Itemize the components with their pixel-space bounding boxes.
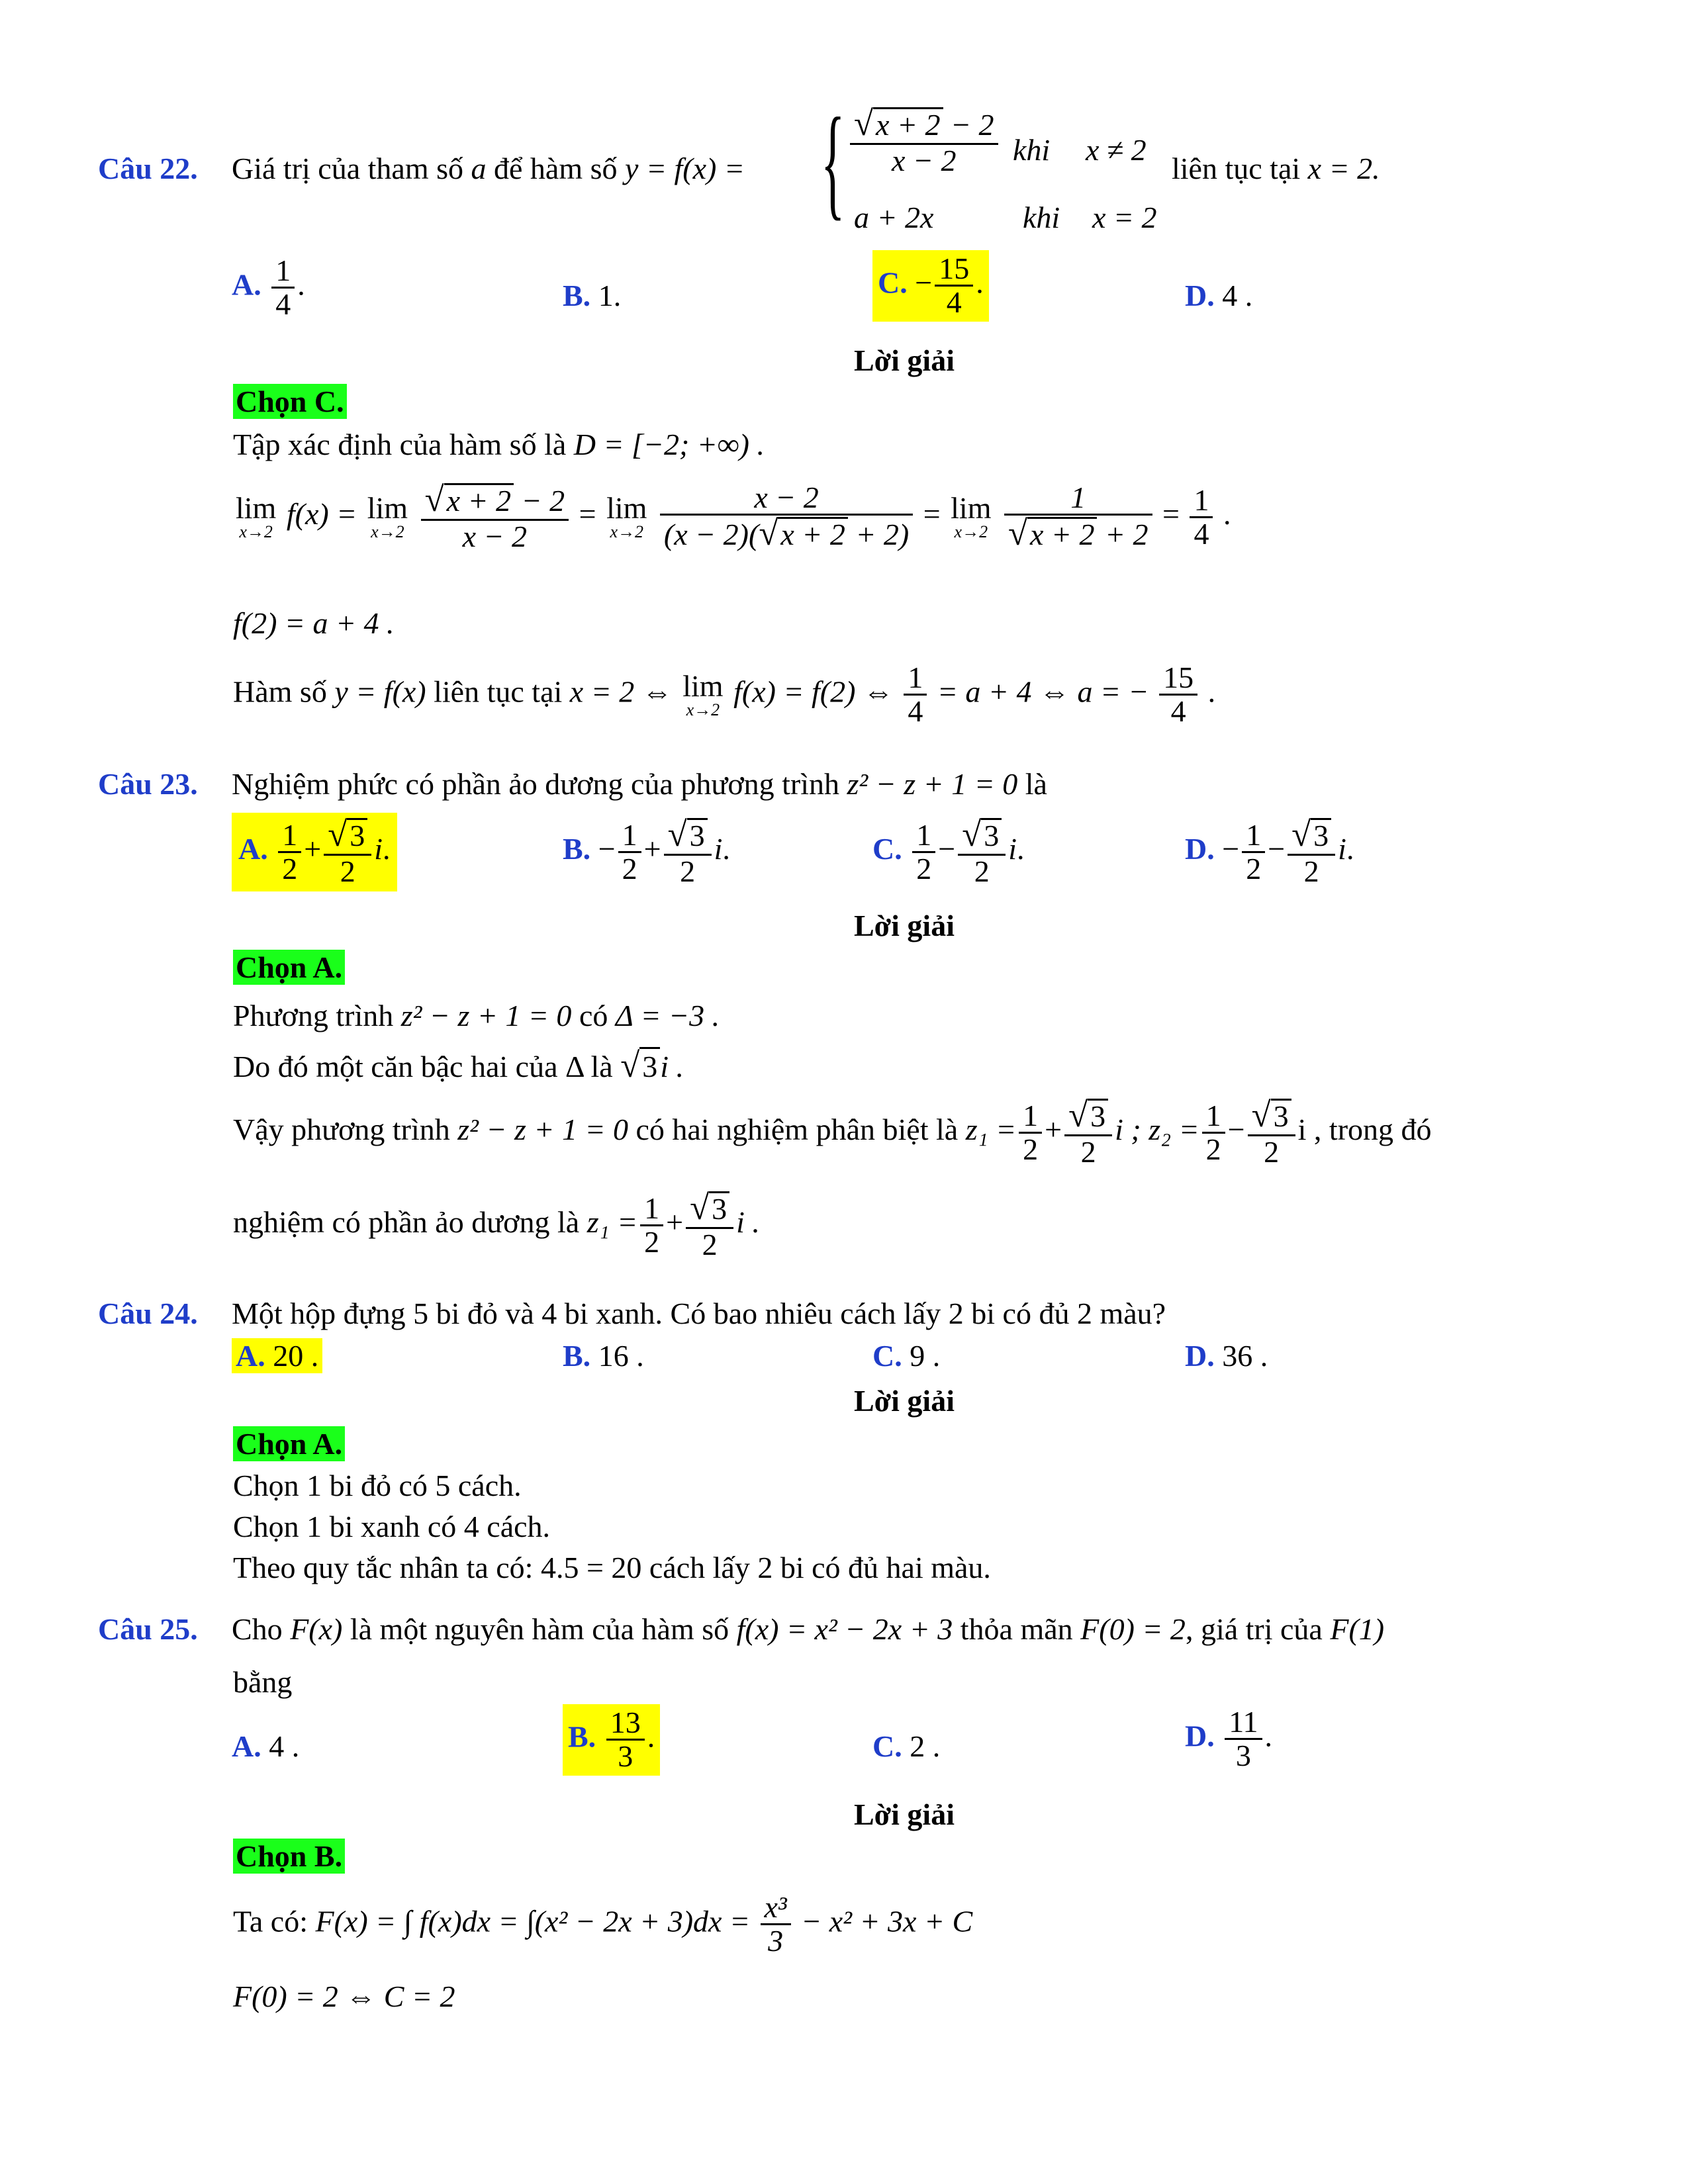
option-a-fraction — [271, 255, 295, 321]
radicand: x + 2 — [444, 483, 514, 517]
option-value: 20 . — [273, 1339, 319, 1373]
den-a: (x − 2)( — [663, 518, 759, 552]
den: 2 — [1246, 851, 1262, 886]
eq: z² − z + 1 = 0 — [400, 999, 572, 1032]
lim-sub: x→2 — [686, 700, 720, 719]
q25-text-e: bằng — [233, 1665, 293, 1699]
q24-line1: Chọn 1 bi đỏ có 5 cách. — [233, 1469, 522, 1502]
q22-limit-line — [233, 482, 1231, 553]
option-label: D. — [1185, 831, 1215, 866]
conclusion-frac — [904, 662, 927, 728]
case1-khi: khi — [1013, 133, 1051, 167]
radicand: 3 — [347, 818, 367, 852]
tail: . — [976, 265, 984, 300]
text-d: , giá trị của — [1185, 1612, 1323, 1646]
q23-solution-title: Lời giải — [854, 909, 955, 942]
option-value: 4 . — [269, 1729, 300, 1763]
end: i . — [736, 1205, 760, 1239]
den: 2 — [1205, 1132, 1221, 1166]
conclusion-frac-2 — [1159, 662, 1197, 728]
lim-1 — [236, 493, 276, 541]
radicand: 3 — [687, 818, 708, 852]
den: 2 — [1303, 854, 1319, 888]
den: 2 — [1080, 1134, 1096, 1169]
den: 2 — [282, 851, 298, 886]
case1-cond: x ≠ 2 — [1086, 133, 1147, 167]
question-label-22: Câu 22. — [98, 152, 198, 185]
den: 2 — [1264, 1134, 1280, 1169]
case1-fraction: $\frac{√x + 2 - 2}{x - 2}$ — [850, 106, 998, 177]
tail: . — [1346, 831, 1354, 866]
q22-tail — [1172, 151, 1380, 186]
den-b: + 2 — [1104, 518, 1149, 552]
text-b: liên tục tại — [434, 674, 563, 709]
radicand: 3 — [1311, 818, 1331, 852]
num: x³ — [761, 1891, 791, 1925]
text-b: có — [579, 999, 608, 1032]
q25-option-b[interactable] — [563, 1704, 660, 1776]
den: 2 — [916, 851, 932, 886]
imag: i — [1008, 831, 1017, 866]
case1-den: x − 2 — [892, 143, 957, 177]
text-b: có hai nghiệm phân biệt là — [635, 1112, 959, 1146]
frac-real — [1242, 819, 1265, 886]
math: D = [−2; +∞) . — [573, 428, 765, 461]
q24-option-c[interactable] — [872, 1338, 940, 1373]
num: 1 — [1190, 484, 1213, 518]
option-label: C. — [872, 831, 902, 866]
q22-func-def: y = f(x) = — [625, 152, 745, 185]
line1-frac — [761, 1891, 791, 1958]
eq: = — [579, 496, 596, 531]
piecewise-brace: { — [821, 93, 845, 232]
case2-khi: khi — [1023, 201, 1060, 234]
num: 1 — [278, 819, 301, 853]
q23-line3: Vậy phương trình z² − z + 1 = 0 có hai nghiệm phân biệt là z₁ = $\frac{1}{2}$ + $\frac{√3}{2}$ i ; z₂ = $\frac{1}{2}$ − $\frac{√3}{2}$ i , trong đó — [233, 1096, 1432, 1169]
q22-line1 — [233, 427, 765, 462]
lim-word: lim — [236, 491, 277, 525]
text: Do đó một căn bậc hai của — [233, 1050, 558, 1083]
frac-den: 4 — [275, 287, 291, 322]
num: 11 — [1225, 1706, 1262, 1740]
option-value: 4 . — [1222, 279, 1253, 312]
q25-solution-title: Lời giải — [854, 1797, 955, 1831]
eq: z² − z + 1 = 0 — [457, 1112, 628, 1146]
lim-frac-3: $\frac{1}{√x + 2 + 2}$ — [1004, 482, 1152, 553]
question-22-text — [232, 151, 745, 186]
tail: . — [383, 831, 391, 866]
lim-sub: x→2 — [610, 522, 643, 542]
lim-word: lim — [367, 491, 408, 525]
q24-option-d[interactable] — [1185, 1338, 1268, 1373]
text-c: thỏa mãn — [960, 1612, 1073, 1646]
option-value: 1. — [598, 279, 622, 312]
lim-frac-1: $\frac{√x + 2 - 2}{x - 2}$ — [421, 482, 569, 553]
option-label: A. — [238, 831, 268, 866]
den: 2 — [702, 1227, 718, 1261]
sep: i ; — [1115, 1112, 1141, 1146]
question-label-23: Câu 23. — [98, 767, 198, 801]
lim-fx: f(x) = — [286, 496, 357, 531]
text-a: Hàm số — [233, 674, 327, 709]
q23-line4: nghiệm có phần ảo dương là z₁ = $\frac{1}{2}$ + $\frac{√3}{2}$ i . — [233, 1189, 760, 1261]
q22-var-a: a — [471, 152, 487, 185]
q22-option-d[interactable] — [1185, 278, 1252, 313]
lim-sub: x→2 — [371, 522, 404, 542]
option-label: A. — [232, 1729, 261, 1763]
frac-real — [278, 819, 301, 886]
den-b: + 2) — [855, 518, 910, 552]
eq: = — [1162, 496, 1180, 531]
delta: Δ = −3 . — [615, 999, 720, 1032]
q23-option-b[interactable] — [563, 817, 730, 887]
text-end: là — [1025, 767, 1047, 801]
lim-4 — [951, 493, 991, 541]
text: Ta có: — [233, 1904, 308, 1938]
q23-line2: Do đó một căn bậc hai của Δ là √3i . — [233, 1046, 684, 1085]
frac-imag: $\frac{√3}{2}$ — [1288, 817, 1335, 887]
eq: = — [923, 496, 941, 531]
imag: i — [374, 831, 383, 866]
frac: $\frac{√3}{2}$ — [686, 1190, 733, 1261]
den: x − 2 — [462, 519, 528, 553]
option-label: D. — [1185, 1339, 1215, 1373]
den: 4 — [1194, 516, 1209, 551]
case1-radicand: x + 2 — [873, 107, 943, 141]
q24-option-a[interactable] — [232, 1338, 322, 1373]
root-i: i . — [660, 1050, 684, 1083]
q23-option-a[interactable] — [232, 813, 397, 891]
num: 13 — [606, 1707, 645, 1741]
end: . — [1207, 674, 1216, 709]
text: nghiệm có phần ảo dương là — [233, 1205, 580, 1239]
case2-cond: x = 2 — [1092, 201, 1157, 234]
num: 1 — [1202, 1100, 1225, 1134]
den: 3 — [768, 1924, 784, 1958]
q25-option-d[interactable] — [1185, 1706, 1272, 1772]
frac-imag: $\frac{√3}{2}$ — [664, 817, 712, 887]
math-c: F(0) = 2 — [1080, 1612, 1186, 1646]
sign: − — [598, 831, 616, 866]
q23-option-d[interactable] — [1185, 817, 1354, 887]
option-label: A. — [232, 267, 261, 302]
op: + — [304, 831, 322, 866]
option-label: B. — [563, 279, 591, 312]
tail: . — [722, 831, 730, 866]
option-label: D. — [1185, 1719, 1215, 1753]
option-label: C. — [872, 1729, 902, 1763]
lim-word: lim — [951, 491, 992, 525]
z2: z₂ = — [1149, 1112, 1199, 1146]
den: 3 — [618, 1739, 633, 1774]
lim-2 — [367, 493, 408, 541]
tail: . — [297, 267, 305, 302]
option-label: B. — [568, 1719, 596, 1754]
piecewise-case-1 — [847, 106, 1001, 177]
imag: i — [1338, 831, 1346, 866]
frac — [640, 1193, 663, 1259]
num: 1 — [1004, 482, 1152, 516]
q22-conclusion — [233, 662, 1215, 728]
period: . — [1223, 496, 1231, 531]
frac-real — [912, 819, 935, 886]
option-value: 16 . — [598, 1339, 644, 1373]
radicand: x + 2 — [1027, 517, 1097, 551]
num: 1 — [912, 819, 935, 853]
radicand: 3 — [1088, 1099, 1108, 1132]
math-b: − x² + 3x + C — [801, 1904, 973, 1938]
num: 1 — [640, 1193, 663, 1226]
q22-text-d: x = 2. — [1307, 152, 1380, 185]
radicand: x + 2 — [778, 517, 847, 551]
lim-word: lim — [682, 668, 724, 703]
q22-text-c: liên tục tại — [1172, 152, 1301, 185]
q22-option-c[interactable] — [872, 250, 989, 322]
q24-option-b[interactable] — [563, 1338, 644, 1373]
text-a: Cho — [232, 1612, 283, 1646]
radicand: 3 — [981, 818, 1002, 852]
op: − — [938, 831, 956, 866]
z1: z₁ = — [586, 1205, 638, 1239]
q23-option-c[interactable] — [872, 817, 1025, 887]
frac — [1019, 1100, 1042, 1166]
q24-choice: Chọn A. — [233, 1426, 345, 1461]
sign: − — [915, 265, 933, 300]
frac-imag: $\frac{√3}{2}$ — [324, 817, 371, 887]
frac-real — [618, 819, 641, 886]
text-a: Phương trình — [233, 999, 394, 1032]
frac-den: 4 — [946, 285, 962, 320]
question-24-text: Một hộp đựng 5 bi đỏ và 4 bi xanh. Có bao nhiêu cách lấy 2 bi có đủ 2 màu? — [232, 1297, 1166, 1330]
q22-solution-title: Lời giải — [854, 343, 955, 377]
num: 15 — [1159, 662, 1197, 696]
math-d: = a + 4 ⇔ a = − — [937, 674, 1149, 709]
q25-line1 — [233, 1891, 972, 1958]
option-label: A. — [236, 1339, 265, 1373]
lim-3 — [606, 493, 647, 541]
den: 3 — [1235, 1739, 1251, 1773]
num: 1 — [1019, 1100, 1042, 1134]
delta: Δ — [565, 1050, 584, 1083]
q22-text-a: Giá trị của tham số — [232, 152, 464, 185]
q24-solution-title: Lời giải — [854, 1384, 955, 1418]
radicand: 3 — [1271, 1099, 1291, 1132]
frac-num: 15 — [935, 253, 973, 287]
equation: z² − z + 1 = 0 — [847, 767, 1018, 801]
q22-f2-line: f(2) = a + 4 . — [233, 606, 395, 640]
lim-sub: x→2 — [954, 522, 988, 542]
frac — [1202, 1100, 1225, 1166]
z1: z₁ = — [965, 1112, 1017, 1146]
lim-frac-2: $\frac{x - 2}{(x - 2)(√x + 2 + 2)}$ — [660, 482, 913, 553]
option-value: 36 . — [1222, 1339, 1268, 1373]
lim-result — [1190, 484, 1213, 551]
lim-word: lim — [606, 491, 647, 525]
math-d: F(1) — [1330, 1612, 1385, 1646]
radicand: 3 — [639, 1047, 660, 1084]
q23-choice: Chọn A. — [233, 950, 345, 985]
q22-option-b[interactable] — [563, 278, 621, 313]
text: Nghiệm phức có phần ảo dương của phương trình — [232, 767, 840, 801]
lim-sub: x→2 — [239, 522, 273, 542]
q25-option-c[interactable] — [872, 1729, 940, 1764]
case1-num-rest: − 2 — [951, 108, 994, 142]
option-label: C. — [878, 265, 908, 300]
option-b-fraction — [606, 1707, 645, 1773]
case2-expr: a + 2x — [854, 201, 934, 234]
num: 1 — [904, 662, 927, 696]
question-23-text — [232, 766, 1047, 801]
den: 4 — [908, 694, 923, 729]
q23-line1 — [233, 998, 720, 1033]
frac: $\frac{√3}{2}$ — [1064, 1097, 1112, 1168]
tail: . — [1017, 831, 1025, 866]
text-c: i , trong đó — [1297, 1112, 1432, 1146]
option-label: B. — [563, 1339, 591, 1373]
den: 2 — [974, 854, 990, 888]
num: 1 — [618, 819, 641, 853]
den: 2 — [340, 854, 355, 888]
frac-num: 1 — [271, 255, 295, 289]
tail: . — [1264, 1719, 1273, 1753]
sign: − — [1222, 831, 1240, 866]
option-value: 2 . — [910, 1729, 941, 1763]
question-25-text — [232, 1612, 1384, 1647]
frac: $\frac{√3}{2}$ — [1248, 1097, 1295, 1168]
den: 4 — [1170, 694, 1186, 729]
option-label: C. — [872, 1339, 902, 1373]
q24-line2: Chọn 1 bi xanh có 4 cách. — [233, 1510, 551, 1543]
question-label-25: Câu 25. — [98, 1612, 198, 1646]
den: 2 — [1023, 1132, 1039, 1166]
question-label-24: Câu 24. — [98, 1297, 198, 1330]
math-a: y = f(x) — [334, 674, 426, 709]
text-a: Vậy phương trình — [233, 1112, 450, 1146]
math-b: x = 2 ⇔ — [569, 674, 673, 709]
imag: i — [714, 831, 723, 866]
math-a: F(x) = ∫ f(x)dx = ∫(x² − 2x + 3)dx = — [315, 1904, 751, 1938]
option-label: D. — [1185, 279, 1215, 312]
rest: − 2 — [521, 484, 565, 518]
op: − — [1268, 831, 1286, 866]
num: x − 2 — [660, 482, 913, 516]
tail: . — [647, 1719, 655, 1754]
num: 1 — [1242, 819, 1265, 853]
q25-choice: Chọn B. — [233, 1839, 345, 1874]
q24-line3: Theo quy tắc nhân ta có: 4.5 = 20 cách lấy 2 bi có đủ hai màu. — [233, 1551, 991, 1584]
den: 2 — [622, 851, 637, 886]
math-c: f(x) = f(2) ⇔ — [733, 674, 894, 709]
frac-imag: $\frac{√3}{2}$ — [958, 817, 1006, 887]
radicand: 3 — [709, 1191, 729, 1225]
math-b: f(x) = x² − 2x + 3 — [736, 1612, 953, 1646]
option-d-fraction — [1225, 1706, 1262, 1772]
math-a: F(x) — [290, 1612, 343, 1646]
q22-option-a[interactable] — [232, 255, 305, 321]
q25-line2: F(0) = 2 ⇔ C = 2 — [233, 1979, 455, 2013]
den: 2 — [680, 854, 696, 888]
q22-choice: Chọn C. — [233, 384, 347, 419]
lim — [682, 668, 724, 719]
text-b: là — [590, 1050, 613, 1083]
option-c-fraction — [935, 253, 973, 319]
option-value: 9 . — [910, 1339, 941, 1373]
option-label: B. — [563, 831, 591, 866]
q22-text-b: để hàm số — [494, 152, 618, 185]
text: Tập xác định của hàm số là — [233, 428, 567, 461]
op: + — [643, 831, 661, 866]
text-b: là một nguyên hàm của hàm số — [350, 1612, 729, 1646]
den: 2 — [644, 1224, 660, 1259]
q25-option-a[interactable] — [232, 1729, 299, 1764]
